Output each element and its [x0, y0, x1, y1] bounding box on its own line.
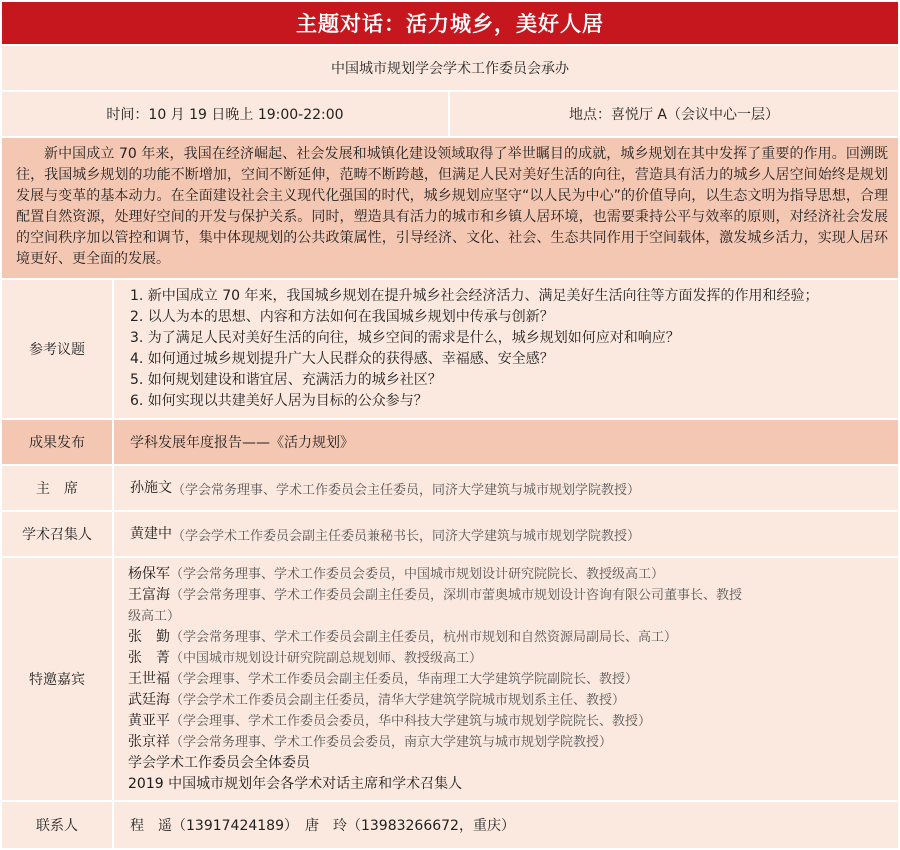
guest-desc: （中国城市规划设计研究院副总规划师、教授级高工）	[170, 651, 483, 666]
chair-row	[2, 466, 898, 510]
guest-desc: （学会常务理事、学术工作委员会委员，南京大学建筑与城市规划学院教授）	[170, 735, 613, 750]
contact-value: 程 遥（13917424189） 唐 玲（13983266672，重庆）	[130, 818, 515, 834]
results-value: 学科发展年度报告——《活力规划》	[130, 435, 354, 451]
contact-label: 联系人	[36, 818, 78, 834]
guest-desc: （学会学术工作委员会副主任委员，清华大学建筑学院城市规划系主任、教授）	[170, 693, 626, 708]
results-label: 成果发布	[29, 435, 85, 451]
convener-label: 学术召集人	[22, 527, 92, 543]
event-time: 时间：10 月 19 日晚上 19:00-22:00	[106, 107, 344, 123]
contact-row	[2, 802, 898, 848]
convener-desc: （学会学术工作委员会副主任委员兼秘书长，同济大学建筑与城市规划学院教授）	[172, 528, 641, 544]
topic-item: 4. 如何通过城乡规划提升广大人民群众的获得感、幸福感、安全感？	[130, 351, 554, 367]
guest-name: 王富海	[128, 587, 170, 603]
guest-desc: （学会常务理事、学术工作委员会副主任委员，深圳市蕾奥城市规划设计咨询有限公司董事长、教授	[170, 588, 743, 603]
guest-line	[128, 690, 888, 711]
intro-paragraph: 新中国成立 70 年来，我国在经济崛起、社会发展和城镇化建设领域取得了举世瞩目的成就，城乡规划在其中发挥了重要的作用。回溯既往，我国城乡规划的功能不断增加，空间不断延伸，范畴不断跨越，但满足人民对美好生活的向往，营造具有活力的城乡人居空间始终是规划发展与变革的基本动力。在全面建设社会主义现代化强国的时代，城乡规划应坚守“以人民为中心”的价值导向，以生态文明为指导思想，合理配置自然资源，处理好空间的开发与保护关系。同时，塑造具有活力的城市和乡镇人居环境，也需要秉持公平与效率的原则，对经济社会发展的空间秩序加以管控和调节，集中体现规划的公共政策属性，引导经济、文化、社会、生态共同作用于空间载体，激发城乡活力，实现人居环境更好、更全面的发展。	[2, 138, 898, 278]
guest-name: 张 菁	[128, 650, 170, 666]
guest-desc: 级高工）	[128, 609, 181, 624]
chair-name: 孙施文	[130, 479, 172, 496]
guest-name: 王世福	[128, 671, 170, 687]
guest-name: 武廷海	[128, 692, 170, 708]
page-title: 主题对话：活力城乡，美好人居	[2, 2, 898, 44]
guest-name: 2019 中国城市规划年会各学术对话主席和学术召集人	[128, 776, 463, 792]
topics-label: 参考议题	[29, 342, 85, 358]
guest-name: 杨保军	[128, 566, 170, 582]
convener-row	[2, 512, 898, 556]
guest-name: 黄亚平	[128, 713, 170, 729]
guests-list	[114, 558, 898, 800]
topic-item: 6. 如何实现以共建美好人居为目标的公众参与？	[130, 393, 428, 409]
guest-line	[128, 606, 888, 627]
chair-desc: （学会常务理事、学术工作委员会主任委员，同济大学建筑与城市规划学院教授）	[172, 482, 641, 498]
topics-row	[2, 280, 898, 418]
topic-item: 3. 为了满足人民对美好生活的向往，城乡空间的需求是什么，城乡规划如何应对和响应？	[130, 330, 680, 346]
topic-item: 5. 如何规划建设和谐宜居、充满活力的城乡社区？	[130, 372, 442, 388]
organizer-row	[2, 46, 898, 90]
guest-desc: （学会理事、学术工作委员会委员，华中科技大学建筑与城市规划学院院长、教授）	[170, 714, 652, 729]
topic-item: 2. 以人为本的思想、内容和方法如何在我国城乡规划中传承与创新？	[130, 309, 554, 325]
guest-line	[128, 564, 888, 585]
topics-list	[114, 280, 898, 418]
guest-line	[128, 585, 888, 606]
event-location: 地点：喜悦厅 A（会议中心一层）	[568, 107, 780, 123]
guest-line	[128, 648, 888, 669]
guests-row	[2, 558, 898, 800]
guest-line	[128, 669, 888, 690]
time-location-row	[2, 92, 898, 136]
topic-item: 1. 新中国成立 70 年来，我国城乡规划在提升城乡社会经济活力、满足美好生活向往等方面发挥的作用和经验；	[130, 288, 819, 304]
guest-desc: （学会理事、学术工作委员会副主任委员，华南理工大学建筑学院副院长、教授）	[170, 672, 639, 687]
guests-label: 特邀嘉宾	[29, 672, 85, 688]
guest-desc: （学会常务理事、学术工作委员会副主任委员，杭州市规划和自然资源局副局长、高工）	[170, 630, 678, 645]
guest-line	[128, 627, 888, 648]
guest-name: 学会学术工作委员会全体委员	[128, 755, 310, 771]
chair-label: 主 席	[36, 481, 78, 497]
guest-line	[128, 753, 888, 774]
guest-name: 张京祥	[128, 734, 170, 750]
intro-row	[2, 138, 898, 278]
organizer-text: 中国城市规划学会学术工作委员会承办	[331, 61, 569, 77]
guest-line	[128, 774, 888, 795]
results-row	[2, 420, 898, 464]
guest-desc: （学会常务理事、学术工作委员会委员，中国城市规划设计研究院院长、教授级高工）	[170, 567, 665, 582]
convener-name: 黄建中	[130, 525, 172, 542]
guest-line	[128, 711, 888, 732]
guest-name: 张 勤	[128, 629, 170, 645]
guest-line	[128, 732, 888, 753]
